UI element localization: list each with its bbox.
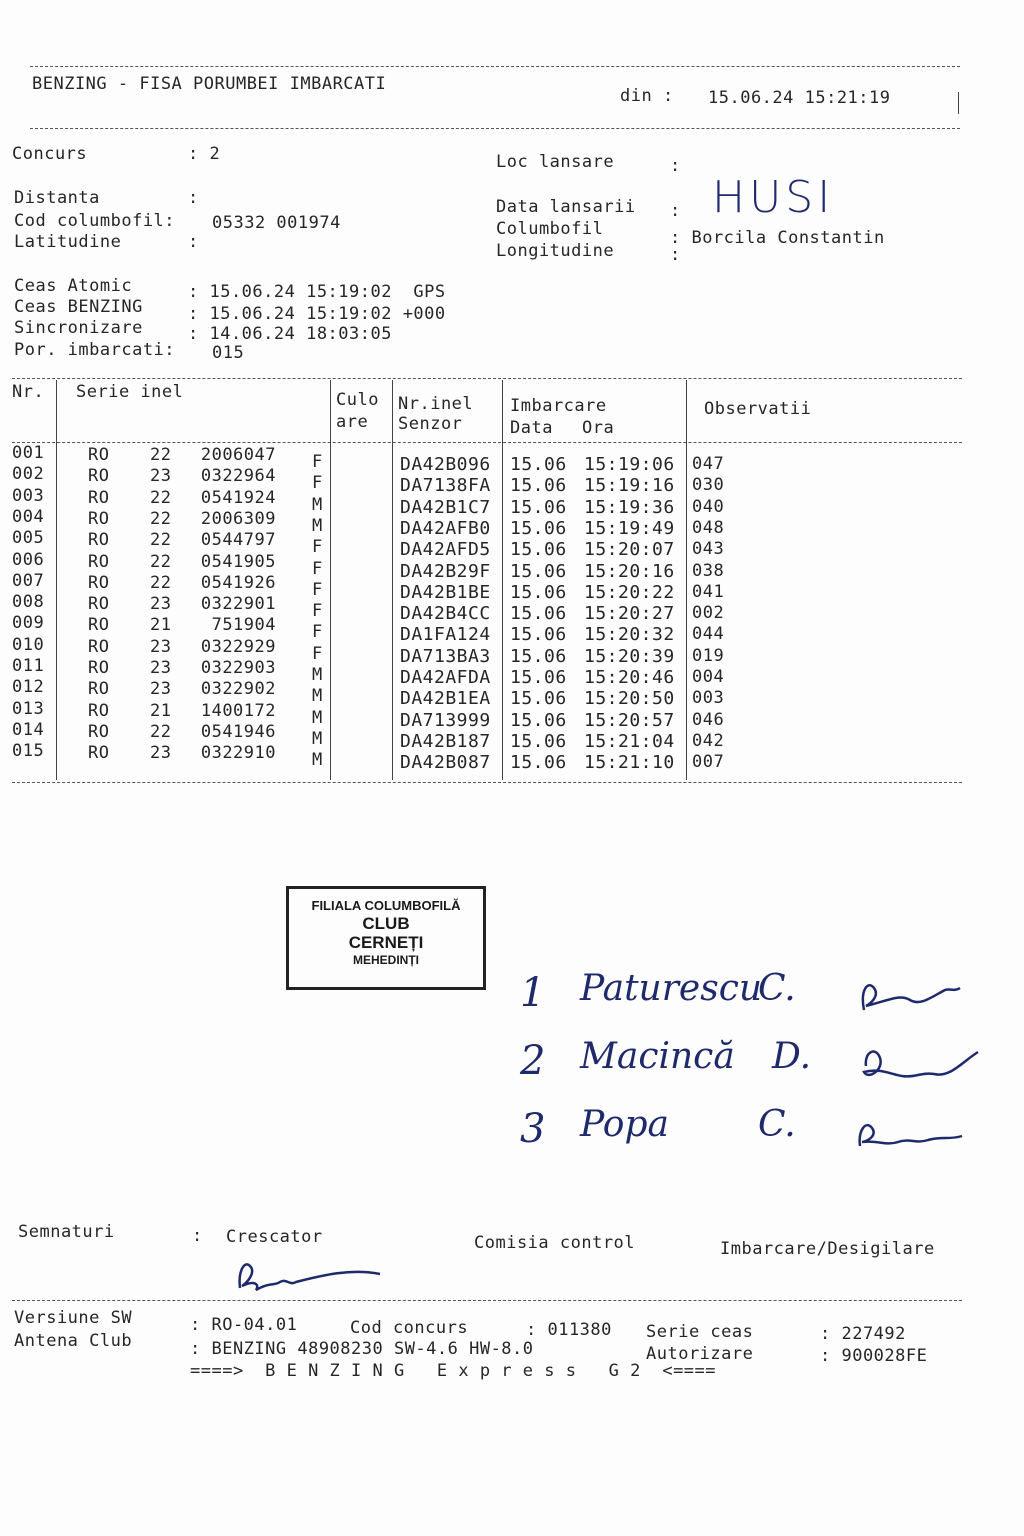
cell-nr: 015 <box>12 741 45 762</box>
cell-an: 22 <box>150 508 172 529</box>
din-label: din : <box>620 86 674 106</box>
commission-number: 1 <box>520 970 546 1016</box>
cell-ora: 15:19:36 <box>584 496 675 518</box>
cod-concurs-label: Cod concurs <box>350 1318 469 1338</box>
cell-obs: 030 <box>692 475 725 496</box>
cell-nr: 009 <box>12 613 45 634</box>
cell-ora: 15:20:57 <box>584 709 675 731</box>
crescator-signature <box>230 1252 400 1302</box>
cell-obs: 041 <box>692 581 725 602</box>
cell-senzor: DA42B087 <box>400 752 491 774</box>
commission-signature <box>850 1038 990 1098</box>
cell-serie: 2006047 <box>200 445 276 465</box>
cell-sex: M <box>312 494 323 515</box>
cell-data: 15.06 <box>510 603 567 625</box>
cell-tara: RO <box>88 594 110 615</box>
por-imbarcati-value: 015 <box>212 343 245 363</box>
cell-obs: 003 <box>692 688 725 709</box>
cell-serie: 0541905 <box>200 551 276 572</box>
cell-ora: 15:20:39 <box>584 645 675 667</box>
cell-nr: 012 <box>12 677 45 698</box>
stamp-line-4: MEHEDINȚI <box>353 953 419 968</box>
cell-serie: 1400172 <box>200 700 276 721</box>
cell-senzor: DA713999 <box>400 709 491 731</box>
cell-sex: F <box>312 473 323 494</box>
cell-an: 22 <box>150 445 172 465</box>
cell-serie: 0541946 <box>200 721 276 742</box>
cell-tara: RO <box>88 700 110 721</box>
cell-nr: 001 <box>12 443 45 463</box>
col-sep-culoare <box>392 380 393 780</box>
cell-nr: 008 <box>12 592 45 613</box>
cell-ora: 15:21:10 <box>584 752 675 774</box>
cell-tara: RO <box>88 721 110 742</box>
cell-senzor: DA42AFD5 <box>400 539 491 561</box>
commission-signature <box>850 1106 990 1166</box>
cell-nr: 005 <box>12 528 45 549</box>
cell-sex: F <box>312 452 323 472</box>
club-stamp <box>286 886 486 990</box>
commission-name: Macincă <box>580 1036 735 1077</box>
cell-senzor: DA42AFDA <box>400 667 491 688</box>
cell-nr: 002 <box>12 464 45 485</box>
autorizare-label: Autorizare <box>646 1344 754 1364</box>
brand-line: ====> B E N Z I N G E x p r e s s G 2 <==== <box>190 1361 717 1381</box>
cell-nr: 013 <box>12 698 45 719</box>
cell-senzor: DA42B29F <box>400 560 491 582</box>
cell-obs: 047 <box>692 454 725 474</box>
cell-sex: F <box>312 601 323 622</box>
cell-nr: 014 <box>12 719 45 740</box>
cell-serie: 0322964 <box>200 466 276 487</box>
cell-tara: RO <box>88 743 110 764</box>
cell-serie: 0544797 <box>200 530 276 551</box>
cod-columbofil-label: Cod columbofil: <box>14 211 176 231</box>
cell-data: 15.06 <box>510 581 567 603</box>
data-lansarii-value: : <box>670 201 681 221</box>
cell-senzor: DA42B1EA <box>400 688 491 710</box>
cell-an: 23 <box>150 466 172 487</box>
stamp-line-2: CLUB <box>362 913 410 933</box>
handwritten-place: HUSI <box>712 172 835 223</box>
longitudine-value: : <box>670 245 681 265</box>
ceas-atomic-value: : 15.06.24 15:19:02 GPS <box>188 282 446 302</box>
cell-senzor: DA7138FA <box>400 475 491 497</box>
crescator-label: Crescator <box>226 1227 323 1247</box>
col-sep-nr <box>56 380 57 780</box>
cell-obs: 007 <box>692 752 725 773</box>
cell-data: 15.06 <box>510 539 567 561</box>
cell-nr: 011 <box>12 656 45 676</box>
cell-ora: 15:21:04 <box>584 730 675 752</box>
col-header-nr: Nr. <box>12 382 45 402</box>
cell-an: 22 <box>150 721 172 742</box>
commission-initial: D. <box>772 1036 812 1077</box>
cell-serie: 0541926 <box>200 572 276 593</box>
cell-nr: 006 <box>12 549 45 570</box>
cell-obs: 004 <box>692 667 725 687</box>
cell-sex: F <box>312 537 323 558</box>
comisia-control-label: Comisia control <box>474 1233 636 1253</box>
cell-nr: 003 <box>12 485 45 506</box>
commission-name: Popa <box>580 1104 669 1145</box>
cell-senzor: DA42B1BE <box>400 581 491 603</box>
concurs-label: Concurs <box>12 144 88 164</box>
col-header-serie: Serie inel <box>76 382 184 402</box>
cell-serie: 0322901 <box>200 594 276 615</box>
col-header-data: Data <box>510 418 553 438</box>
cell-obs: 042 <box>692 730 725 751</box>
cell-an: 22 <box>150 572 172 593</box>
cell-senzor: DA42B187 <box>400 730 491 752</box>
loc-lansare-label: Loc lansare <box>496 152 615 172</box>
cell-senzor: DA713BA3 <box>400 645 491 667</box>
cell-sex: F <box>312 579 323 600</box>
cell-tara: RO <box>88 636 110 657</box>
cell-data: 15.06 <box>510 517 567 539</box>
cell-obs: 043 <box>692 539 725 560</box>
cell-serie: 0322903 <box>200 658 276 678</box>
cell-senzor: DA42B4CC <box>400 603 491 625</box>
col-header-imbarcare: Imbarcare <box>510 396 607 416</box>
cell-tara: RO <box>88 487 110 508</box>
commission-initial: C. <box>758 968 796 1009</box>
col-header-culoare-2: are <box>336 412 369 432</box>
cell-sex: M <box>312 665 323 685</box>
cell-obs: 048 <box>692 517 725 538</box>
versiune-sw-value: : RO-04.01 <box>190 1315 298 1335</box>
cell-tara: RO <box>88 615 110 636</box>
cell-tara: RO <box>88 530 110 551</box>
cell-serie: 751904 <box>211 615 276 636</box>
col-header-nrinel-1: Nr.inel <box>398 394 474 414</box>
cell-sex: M <box>312 515 323 536</box>
header-top-rule <box>30 66 960 67</box>
cell-ora: 15:19:16 <box>584 475 675 497</box>
columbofil-value: : Borcila Constantin <box>670 228 885 248</box>
cell-obs: 002 <box>692 603 725 624</box>
cell-an: 22 <box>150 530 172 551</box>
cell-data: 15.06 <box>510 560 567 582</box>
cell-an: 23 <box>150 679 172 700</box>
cell-ora: 15:20:16 <box>584 560 675 582</box>
cell-obs: 038 <box>692 560 725 581</box>
cell-data: 15.06 <box>510 752 567 774</box>
antena-club-label: Antena Club <box>14 1331 133 1351</box>
cell-data: 15.06 <box>510 709 567 731</box>
cell-obs: 040 <box>692 496 725 517</box>
cell-sex: F <box>312 622 323 643</box>
cell-ora: 15:20:32 <box>584 624 675 646</box>
cell-data: 15.06 <box>510 688 567 710</box>
col-sep-imbarcare <box>686 380 687 780</box>
col-header-observatii: Observatii <box>704 399 812 419</box>
cell-data: 15.06 <box>510 454 567 475</box>
cod-concurs-value: : 011380 <box>526 1320 612 1340</box>
commission-number: 2 <box>520 1038 546 1084</box>
cell-data: 15.06 <box>510 475 567 497</box>
col-header-culoare-1: Culo <box>336 390 379 410</box>
cell-sex: M <box>312 728 323 749</box>
commission-initial: C. <box>758 1104 796 1145</box>
cell-tara: RO <box>88 551 110 572</box>
serie-ceas-value: : 227492 <box>820 1324 906 1344</box>
ceas-atomic-label: Ceas Atomic <box>14 276 133 296</box>
stamp-line-1: FILIALA COLUMBOFILĂ <box>311 898 461 913</box>
concurs-value: : 2 <box>188 144 221 164</box>
cell-an: 22 <box>150 551 172 572</box>
cell-obs: 019 <box>692 645 725 666</box>
col-sep-senzor <box>502 380 503 780</box>
cell-data: 15.06 <box>510 667 567 688</box>
imbarcare-desigilare-label: Imbarcare/Desigilare <box>720 1239 935 1259</box>
versiune-sw-label: Versiune SW <box>14 1308 133 1328</box>
cell-nr: 007 <box>12 570 45 591</box>
cell-an: 21 <box>150 615 172 636</box>
antena-club-value: : BENZING 48908230 SW-4.6 HW-8.0 <box>190 1339 534 1359</box>
header-datetime: 15.06.24 15:21:19 <box>708 88 891 108</box>
stamp-line-3: CERNEȚI <box>348 933 424 953</box>
commission-name: Paturescu <box>580 968 763 1009</box>
cell-sex: M <box>312 707 323 728</box>
footer-top-rule <box>12 1300 962 1301</box>
cell-data: 15.06 <box>510 730 567 752</box>
cell-ora: 15:20:46 <box>584 667 675 688</box>
table-header-rule <box>12 442 962 443</box>
autorizare-value: : 900028FE <box>820 1346 928 1366</box>
cell-an: 23 <box>150 636 172 657</box>
cell-tara: RO <box>88 572 110 593</box>
cell-serie: 0322929 <box>200 636 276 657</box>
cell-tara: RO <box>88 508 110 529</box>
loc-lansare-value: : <box>670 156 681 176</box>
commission-signature <box>850 970 990 1030</box>
cell-an: 23 <box>150 658 172 678</box>
cell-data: 15.06 <box>510 624 567 646</box>
columbofil-label: Columbofil <box>496 219 604 239</box>
cell-data: 15.06 <box>510 496 567 518</box>
col-header-nrinel-2: Senzor <box>398 414 463 434</box>
distanta-value: : <box>188 188 199 208</box>
sincronizare-value: : 14.06.24 18:03:05 <box>188 324 392 344</box>
cell-data: 15.06 <box>510 645 567 667</box>
semnaturi-sep: : <box>192 1226 203 1246</box>
cell-an: 23 <box>150 743 172 764</box>
cell-ora: 15:19:49 <box>584 517 675 539</box>
cell-nr: 004 <box>12 506 45 527</box>
document-title: BENZING - FISA PORUMBEI IMBARCATI <box>32 74 387 94</box>
cell-ora: 15:20:07 <box>584 539 675 561</box>
cell-sex: M <box>312 686 323 707</box>
cell-ora: 15:20:22 <box>584 581 675 603</box>
cell-ora: 15:19:06 <box>584 454 675 475</box>
cell-nr: 010 <box>12 634 45 655</box>
table-bottom-rule <box>12 782 962 783</box>
longitudine-label: Longitudine <box>496 241 615 261</box>
cell-serie: 0541924 <box>200 487 276 508</box>
cell-senzor: DA42B096 <box>400 454 491 475</box>
commission-number: 3 <box>520 1106 546 1152</box>
cell-senzor: DA42AFB0 <box>400 517 491 539</box>
cell-ora: 15:20:27 <box>584 603 675 625</box>
cell-sex: F <box>312 558 323 579</box>
ceas-benzing-label: Ceas BENZING <box>14 297 143 317</box>
semnaturi-label: Semnaturi <box>18 1222 115 1242</box>
latitudine-label: Latitudine <box>14 232 122 252</box>
header-bottom-rule <box>30 128 960 129</box>
por-imbarcati-label: Por. imbarcati: <box>14 340 176 360</box>
cell-serie: 0322910 <box>200 743 276 764</box>
serie-ceas-label: Serie ceas <box>646 1322 754 1342</box>
cod-columbofil-value: 05332 001974 <box>212 213 341 233</box>
cell-serie: 0322902 <box>200 679 276 700</box>
col-sep-serie <box>330 380 331 780</box>
cell-senzor: DA1FA124 <box>400 624 491 646</box>
cell-obs: 046 <box>692 709 725 730</box>
cell-sex: F <box>312 643 323 664</box>
cell-tara: RO <box>88 679 110 700</box>
cell-tara: RO <box>88 445 110 465</box>
cell-an: 22 <box>150 487 172 508</box>
table-top-rule <box>12 378 962 379</box>
ceas-benzing-value: : 15.06.24 15:19:02 +000 <box>188 304 446 324</box>
sincronizare-label: Sincronizare <box>14 318 143 338</box>
cell-sex: M <box>312 750 323 771</box>
data-lansarii-label: Data lansarii <box>496 197 636 217</box>
cell-an: 23 <box>150 594 172 615</box>
col-header-ora: Ora <box>582 418 615 438</box>
cell-obs: 044 <box>692 624 725 645</box>
cell-tara: RO <box>88 466 110 487</box>
distanta-label: Distanta <box>14 188 100 208</box>
cell-senzor: DA42B1C7 <box>400 496 491 518</box>
header-right-border <box>958 92 959 114</box>
cell-serie: 2006309 <box>200 508 276 529</box>
cell-tara: RO <box>88 658 110 678</box>
cell-ora: 15:20:50 <box>584 688 675 710</box>
cell-an: 21 <box>150 700 172 721</box>
latitudine-value: : <box>188 232 199 252</box>
